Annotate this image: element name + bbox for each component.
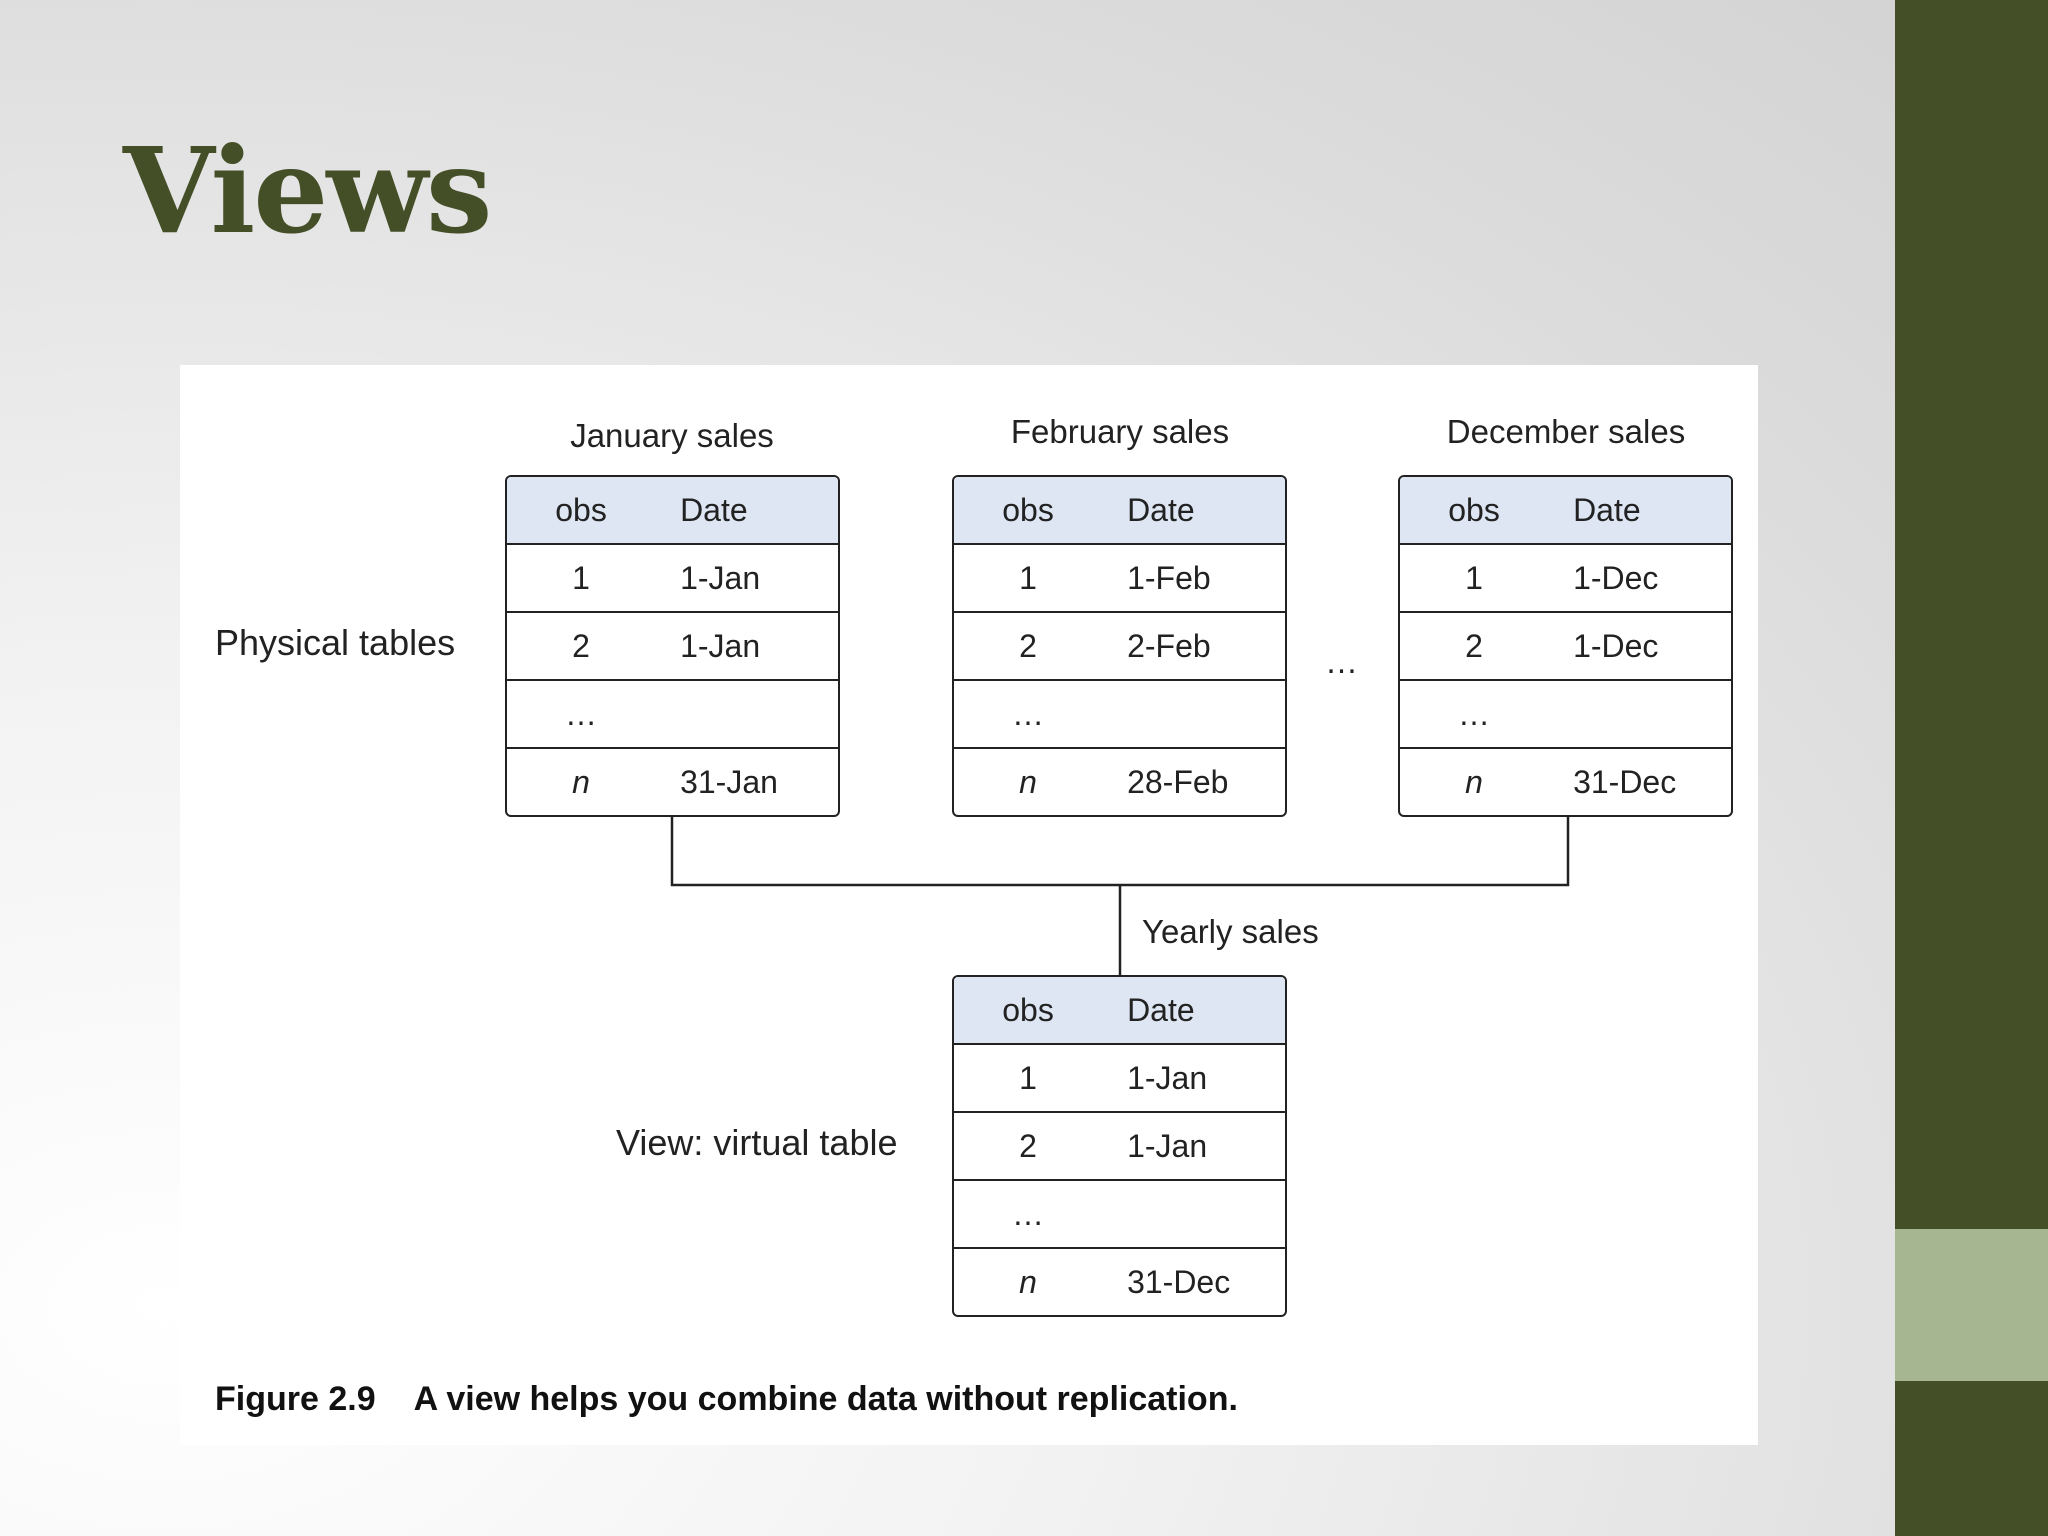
cell-obs: … (565, 695, 598, 732)
table-row (507, 545, 838, 613)
figure-panel (180, 365, 1758, 1445)
cell-obs: 1 (1465, 559, 1483, 596)
cell-obs: 1 (1019, 1059, 1037, 1096)
cell-obs: … (1458, 695, 1491, 732)
cell-date: 1-Jan (680, 559, 761, 596)
table-row (954, 1181, 1285, 1249)
december-sales-table (1398, 475, 1733, 817)
table-row (954, 613, 1285, 681)
table-header (507, 477, 838, 545)
cell-date: 1-Feb (1127, 559, 1211, 596)
table-row (1400, 749, 1731, 815)
cell-obs: … (1012, 1195, 1045, 1232)
table-row (954, 681, 1285, 749)
january-sales-table (505, 475, 840, 817)
cell-obs: … (1012, 695, 1045, 732)
table-row (954, 749, 1285, 815)
table-title-yearly: Yearly sales (1142, 913, 1319, 950)
table-title-january: January sales (570, 417, 774, 454)
table-row (954, 1113, 1285, 1181)
cell-obs: 1 (572, 559, 590, 596)
cell-obs: 2 (1019, 1127, 1037, 1164)
header-obs: obs (1448, 491, 1500, 528)
figure-caption (215, 1380, 1238, 1419)
table-row (954, 545, 1285, 613)
cell-obs: 2 (572, 627, 590, 664)
header-obs: obs (1002, 491, 1054, 528)
cell-obs: n (572, 763, 590, 800)
cell-date: 1-Jan (680, 627, 761, 664)
table-header (1400, 477, 1731, 545)
slide-title: Views (123, 121, 491, 260)
cell-obs: 2 (1465, 627, 1483, 664)
yearly-sales-view-table (952, 975, 1287, 1317)
header-date: Date (1127, 491, 1195, 528)
cell-date: 1-Jan (1127, 1127, 1208, 1164)
cell-date: 1-Jan (1127, 1059, 1208, 1096)
cell-obs: 1 (1019, 559, 1037, 596)
cell-date: 31-Dec (1573, 763, 1677, 800)
table-row (507, 613, 838, 681)
header-date: Date (680, 491, 748, 528)
table-row (507, 749, 838, 815)
table-row (507, 681, 838, 749)
figure-caption-text: A view helps you combine data without replication. (413, 1380, 1238, 1418)
table-row (954, 1045, 1285, 1113)
cell-date: 31-Jan (680, 763, 778, 800)
cell-date: 1-Dec (1573, 559, 1659, 596)
table-row (954, 1249, 1285, 1315)
header-obs: obs (1002, 991, 1054, 1028)
cell-obs: n (1019, 1263, 1037, 1300)
cell-date: 2-Feb (1127, 627, 1211, 664)
cell-obs: n (1465, 763, 1483, 800)
table-row (1400, 613, 1731, 681)
gap-ellipsis: … (1325, 643, 1358, 680)
cell-date: 31-Dec (1127, 1263, 1231, 1300)
cell-date: 1-Dec (1573, 627, 1659, 664)
table-title-december: December sales (1446, 413, 1686, 450)
header-date: Date (1573, 491, 1641, 528)
physical-tables-label: Physical tables (215, 622, 456, 663)
cell-obs: 2 (1019, 627, 1037, 664)
cell-date: 28-Feb (1127, 763, 1229, 800)
view-virtual-table-label: View: virtual table (616, 1122, 898, 1163)
table-title-february: February sales (1010, 413, 1230, 450)
table-header (954, 477, 1285, 545)
table-row (1400, 545, 1731, 613)
cell-obs: n (1019, 763, 1037, 800)
table-header (954, 977, 1285, 1045)
figure-number: Figure 2.9 (215, 1380, 376, 1418)
table-row (1400, 681, 1731, 749)
february-sales-table (952, 475, 1287, 817)
header-date: Date (1127, 991, 1195, 1028)
sidebar-accent-block (1895, 1229, 2048, 1381)
header-obs: obs (555, 491, 607, 528)
